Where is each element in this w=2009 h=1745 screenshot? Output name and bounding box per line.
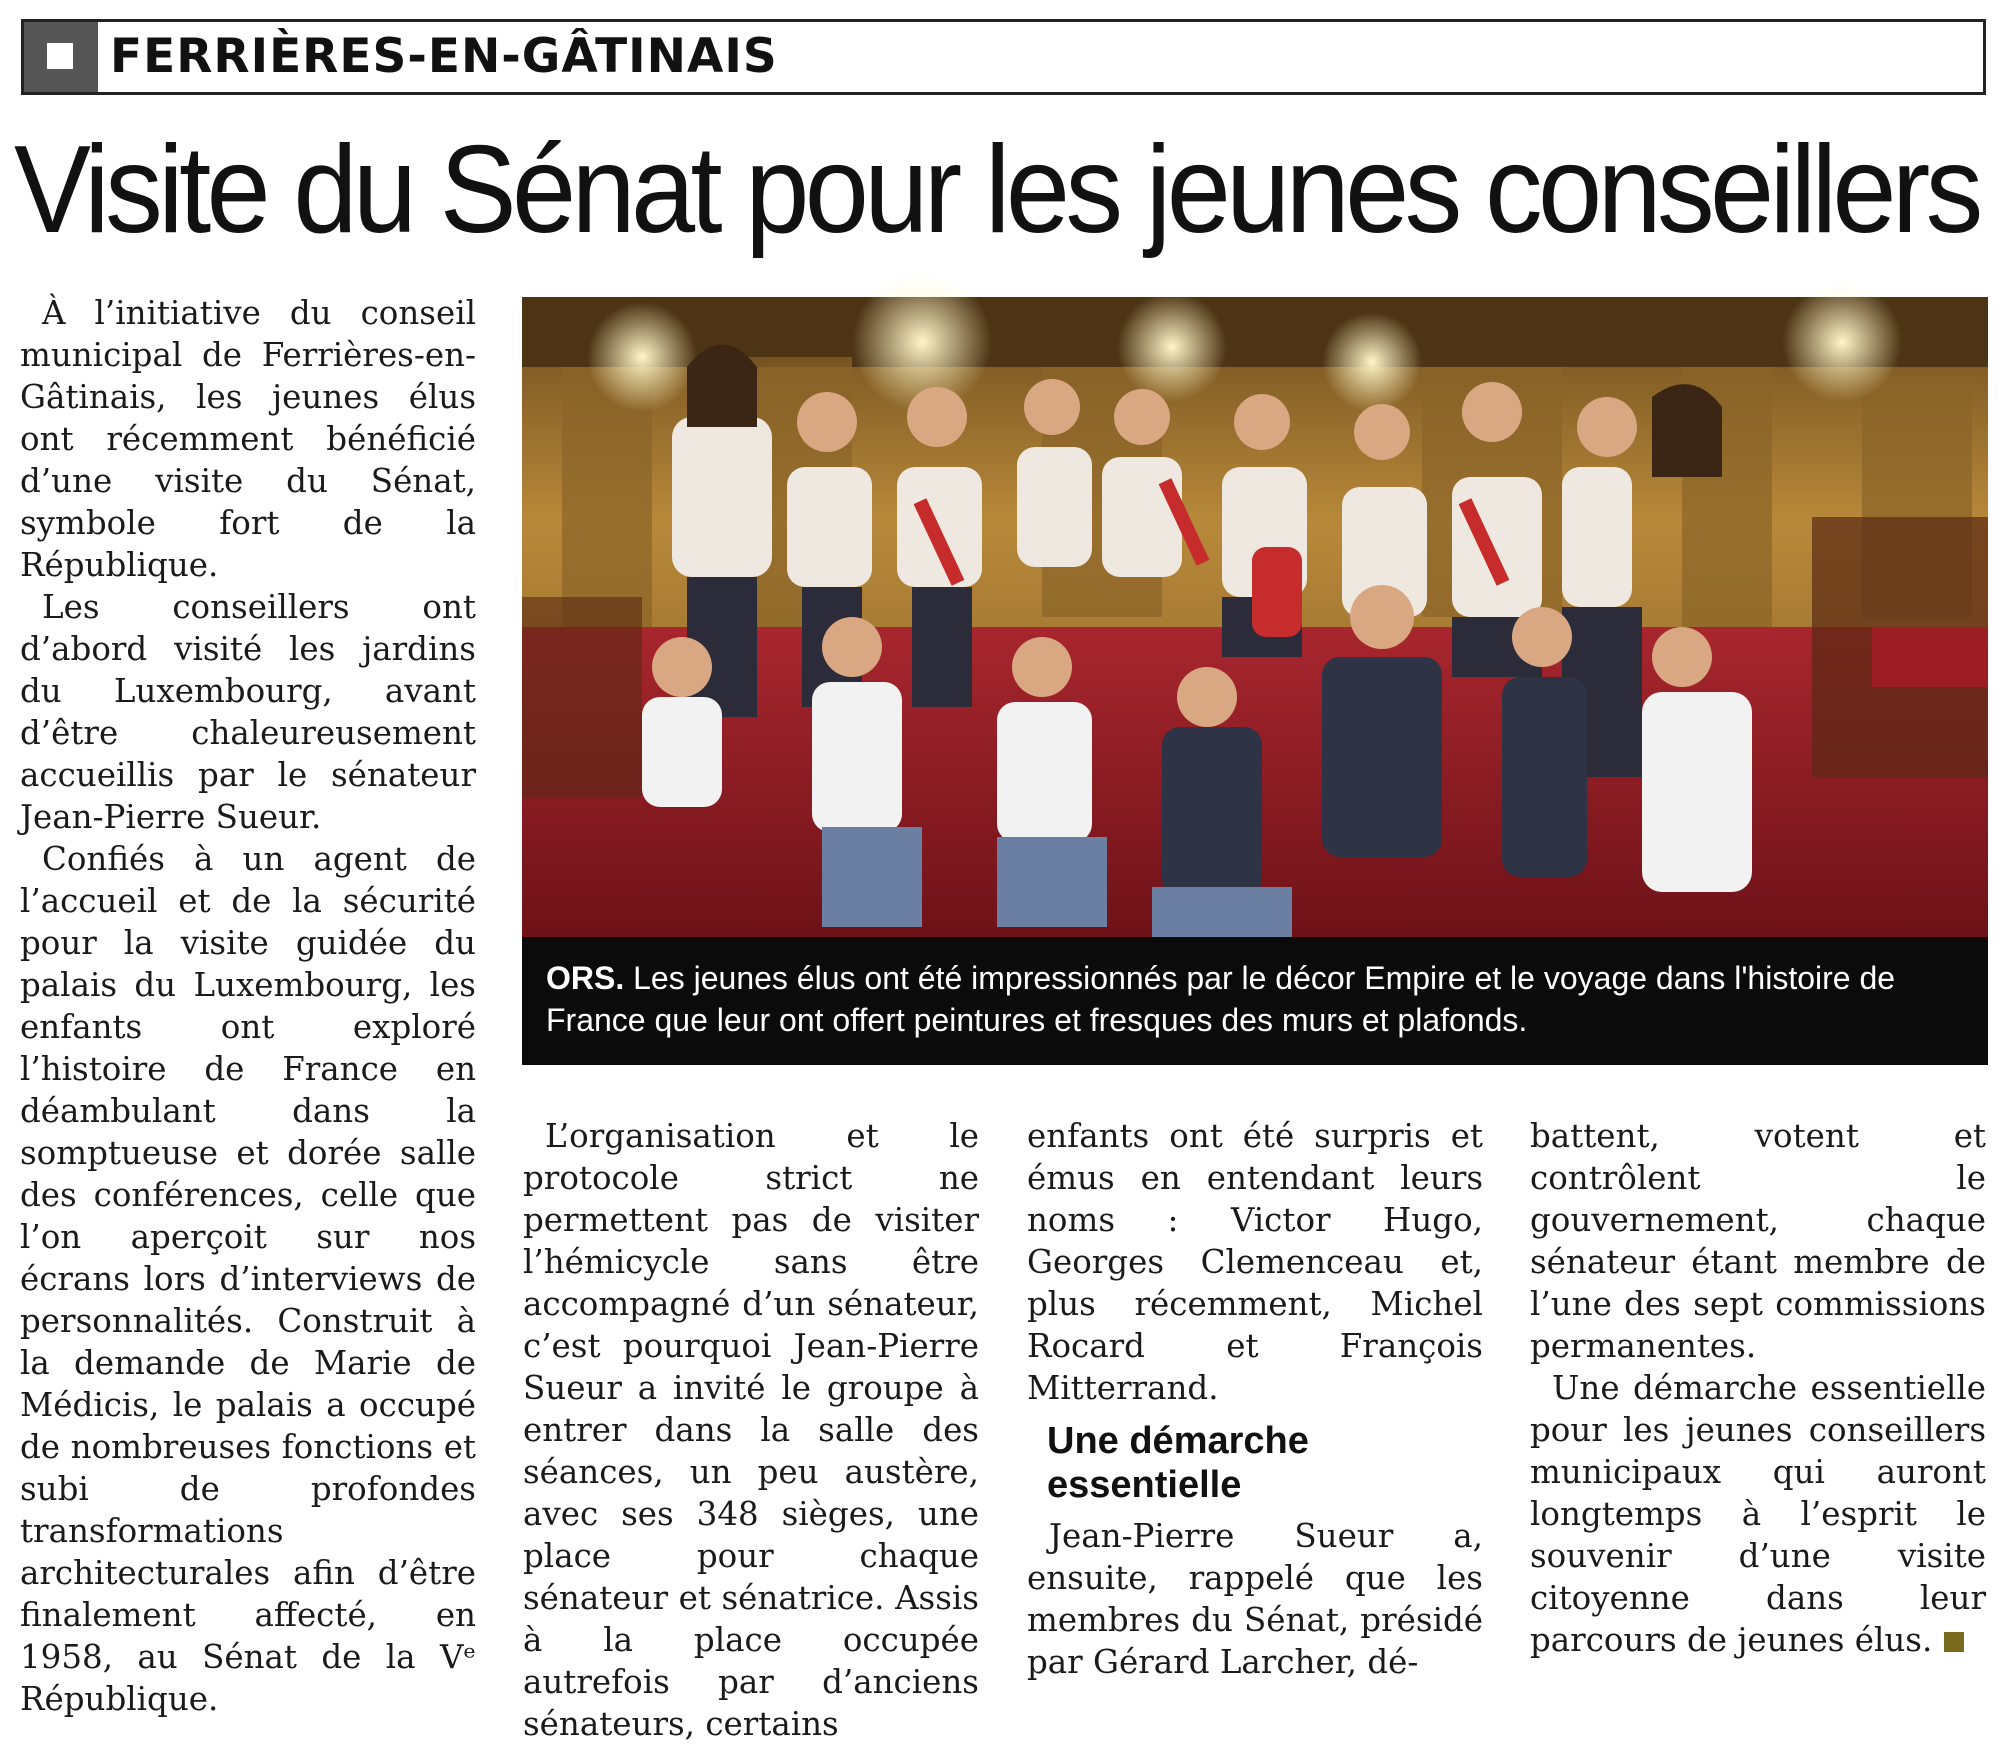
- closing-paragraph: [1530, 1367, 1986, 1661]
- photo-illustration: [522, 297, 1988, 937]
- section-square-icon: [24, 22, 98, 92]
- photo-caption: [522, 937, 1988, 1065]
- article-column-1: [20, 292, 476, 1718]
- end-mark-icon: [1944, 1632, 1964, 1652]
- article-column-2: [523, 1115, 979, 1743]
- article-column-3: [1027, 1115, 1483, 1700]
- paragraph: À l’initiative du conseil municipal de Ferrières-en-Gâtinais, les jeunes élus ont récemment bénéficié d’une visite du Sénat, symbole fort de la République.: [20, 294, 476, 584]
- paragraph: L’organisation et le protocole strict ne permettent pas de visiter l’hémicycle sans être accompagné d’un sénateur, c’est pourquoi Jean-Pierre Sueur a invité le groupe à entrer dans la salle des séances, un peu austère, avec ses 348 sièges, une place pour chaque sénateur et sénatrice. Assis à la place occupée autrefois par d’anciens sénateurs, certains: [523, 1117, 979, 1743]
- paragraph: Confiés à un agent de l’accueil et de la sécurité pour la visite guidée du palais du Luxembourg, les enfants ont exploré l’histoire de France en déambulant dans la somptueuse et dorée salle des conférences, celle que l’on aperçoit sur nos écrans lors d’interviews de personnalités. Construit à la demande de Marie de Médicis, le palais a occupé de nombreuses fonctions et subi de profondes transformations architecturales afin d’être finalement affecté, en 1958, au Sénat de la Vᵉ République.: [20, 840, 476, 1718]
- closing-text: Une démarche essentielle pour les jeunes conseillers municipaux qui auront longtemps à l’esprit le souvenir d’une visite citoyenne dans leur parcours de jeunes élus.: [1530, 1369, 1986, 1659]
- headline: Visite du Sénat pour les jeunes conseillers: [14, 121, 1979, 259]
- paragraph: battent, votent et contrôlent le gouvernement, chaque sénateur étant membre de l’une des sept commissions permanentes.: [1530, 1117, 1986, 1365]
- paragraph: Les conseillers ont d’abord visité les jardins du Luxembourg, avant d’être chaleureusement accueillis par le sénateur Jean-Pierre Sueur.: [20, 588, 476, 836]
- paragraph: enfants ont été surpris et émus en entendant leurs noms : Victor Hugo, Georges Clemenceau et, plus récemment, Michel Rocard et François Mitterrand.: [1027, 1117, 1483, 1407]
- section-header: [21, 19, 1986, 95]
- paragraph: Jean-Pierre Sueur a, ensuite, rappelé que les membres du Sénat, présidé par Gérard Larcher, dé-: [1027, 1517, 1483, 1681]
- article-column-4: [1530, 1115, 1986, 1700]
- section-title: FERRIÈRES-EN-GÂTINAIS: [110, 29, 778, 84]
- group-photo: [522, 297, 1988, 937]
- photo-credit: ORS.: [546, 960, 625, 996]
- subheading: Une démarche essentielle: [1047, 1420, 1309, 1506]
- caption-text: Les jeunes élus ont été impressionnés par le décor Empire et le voyage dans l'histoire de France que leur ont offert peintures et fresques des murs et plafonds.: [546, 960, 1896, 1038]
